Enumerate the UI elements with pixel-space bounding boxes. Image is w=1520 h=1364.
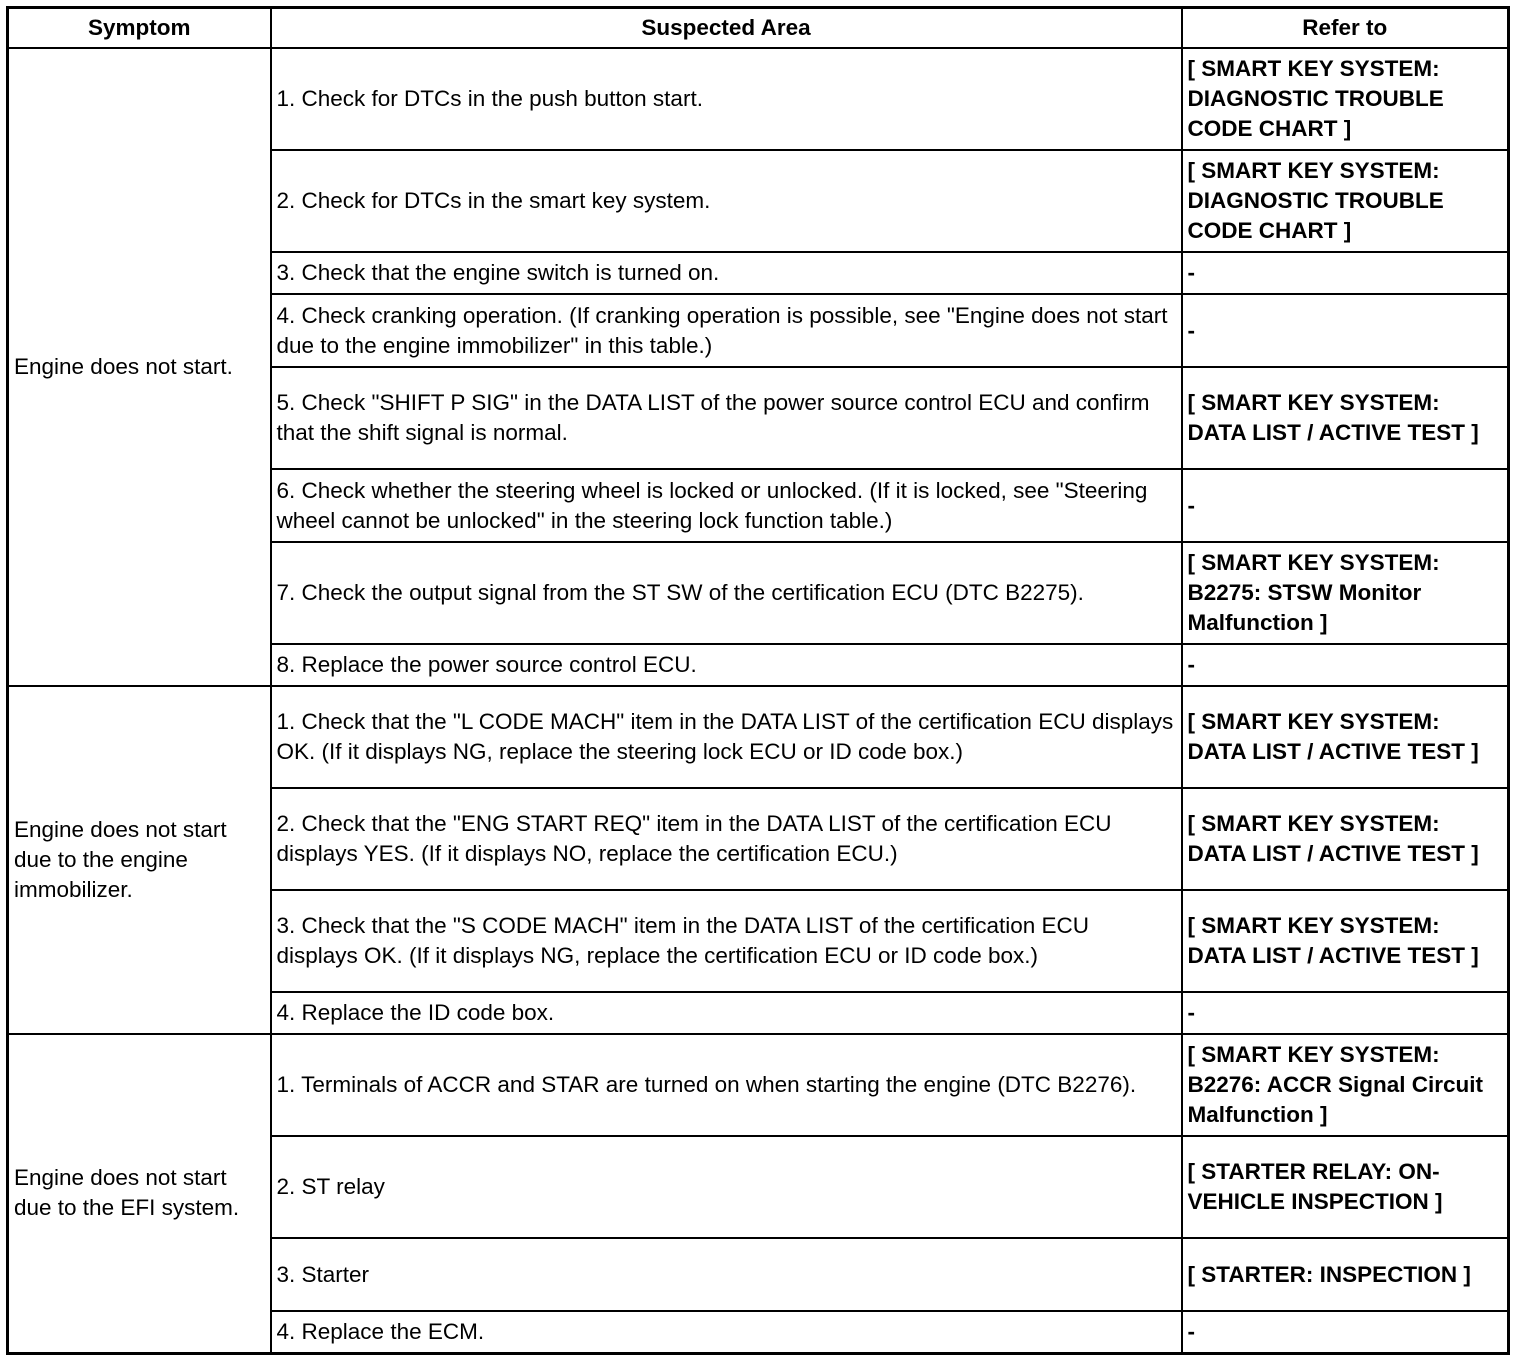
suspected-area-cell: 3. Starter <box>271 1238 1182 1311</box>
refer-to-cell: [ SMART KEY SYSTEM: DATA LIST / ACTIVE TEST ] <box>1182 890 1509 992</box>
suspected-area-cell: 8. Replace the power source control ECU. <box>271 644 1182 686</box>
suspected-area-cell: 6. Check whether the steering wheel is locked or unlocked. (If it is locked, see "Steering wheel cannot be unlocked" in the steering lock function table.) <box>271 469 1182 542</box>
suspected-area-cell: 3. Check that the engine switch is turned on. <box>271 252 1182 294</box>
refer-to-cell: [ SMART KEY SYSTEM: DATA LIST / ACTIVE TEST ] <box>1182 686 1509 788</box>
refer-to-cell: [ SMART KEY SYSTEM: DATA LIST / ACTIVE TEST ] <box>1182 367 1509 469</box>
suspected-area-cell: 4. Replace the ECM. <box>271 1311 1182 1353</box>
table-row <box>8 686 1509 788</box>
refer-to-cell: - <box>1182 1311 1509 1353</box>
refer-to-cell: - <box>1182 992 1509 1034</box>
table-row <box>8 1034 1509 1136</box>
troubleshooting-table <box>6 6 1510 1355</box>
suspected-area-cell: 2. Check that the "ENG START REQ" item in the DATA LIST of the certification ECU displays YES. (If it displays NO, replace the certification ECU.) <box>271 788 1182 890</box>
header-symptom: Symptom <box>8 8 271 49</box>
suspected-area-cell: 3. Check that the "S CODE MACH" item in the DATA LIST of the certification ECU displays OK. (If it displays NG, replace the certification ECU or ID code box.) <box>271 890 1182 992</box>
refer-to-cell: - <box>1182 469 1509 542</box>
suspected-area-cell: 1. Check that the "L CODE MACH" item in the DATA LIST of the certification ECU displays OK. (If it displays NG, replace the steering lock ECU or ID code box.) <box>271 686 1182 788</box>
suspected-area-cell: 5. Check "SHIFT P SIG" in the DATA LIST of the power source control ECU and confirm that the shift signal is normal. <box>271 367 1182 469</box>
suspected-area-cell: 1. Check for DTCs in the push button start. <box>271 48 1182 150</box>
refer-to-cell: [ SMART KEY SYSTEM: B2275: STSW Monitor Malfunction ] <box>1182 542 1509 644</box>
symptom-cell: Engine does not start. <box>8 48 271 686</box>
header-refer-to: Refer to <box>1182 8 1509 49</box>
refer-to-cell: [ STARTER RELAY: ON-VEHICLE INSPECTION ] <box>1182 1136 1509 1238</box>
header-row <box>8 8 1509 49</box>
table-row <box>8 48 1509 150</box>
suspected-area-cell: 4. Check cranking operation. (If cranking operation is possible, see "Engine does not start due to the engine immobilizer" in this table.) <box>271 294 1182 367</box>
refer-to-cell: [ STARTER: INSPECTION ] <box>1182 1238 1509 1311</box>
refer-to-cell: - <box>1182 294 1509 367</box>
refer-to-cell: [ SMART KEY SYSTEM: DIAGNOSTIC TROUBLE CODE CHART ] <box>1182 150 1509 252</box>
suspected-area-cell: 2. Check for DTCs in the smart key system. <box>271 150 1182 252</box>
suspected-area-cell: 1. Terminals of ACCR and STAR are turned on when starting the engine (DTC B2276). <box>271 1034 1182 1136</box>
refer-to-cell: [ SMART KEY SYSTEM: B2276: ACCR Signal Circuit Malfunction ] <box>1182 1034 1509 1136</box>
symptom-cell: Engine does not start due to the engine immobilizer. <box>8 686 271 1034</box>
header-suspected-area: Suspected Area <box>271 8 1182 49</box>
refer-to-cell: - <box>1182 644 1509 686</box>
suspected-area-cell: 7. Check the output signal from the ST SW of the certification ECU (DTC B2275). <box>271 542 1182 644</box>
suspected-area-cell: 2. ST relay <box>271 1136 1182 1238</box>
refer-to-cell: [ SMART KEY SYSTEM: DATA LIST / ACTIVE TEST ] <box>1182 788 1509 890</box>
suspected-area-cell: 4. Replace the ID code box. <box>271 992 1182 1034</box>
refer-to-cell: - <box>1182 252 1509 294</box>
symptom-cell: Engine does not start due to the EFI system. <box>8 1034 271 1353</box>
refer-to-cell: [ SMART KEY SYSTEM: DIAGNOSTIC TROUBLE CODE CHART ] <box>1182 48 1509 150</box>
